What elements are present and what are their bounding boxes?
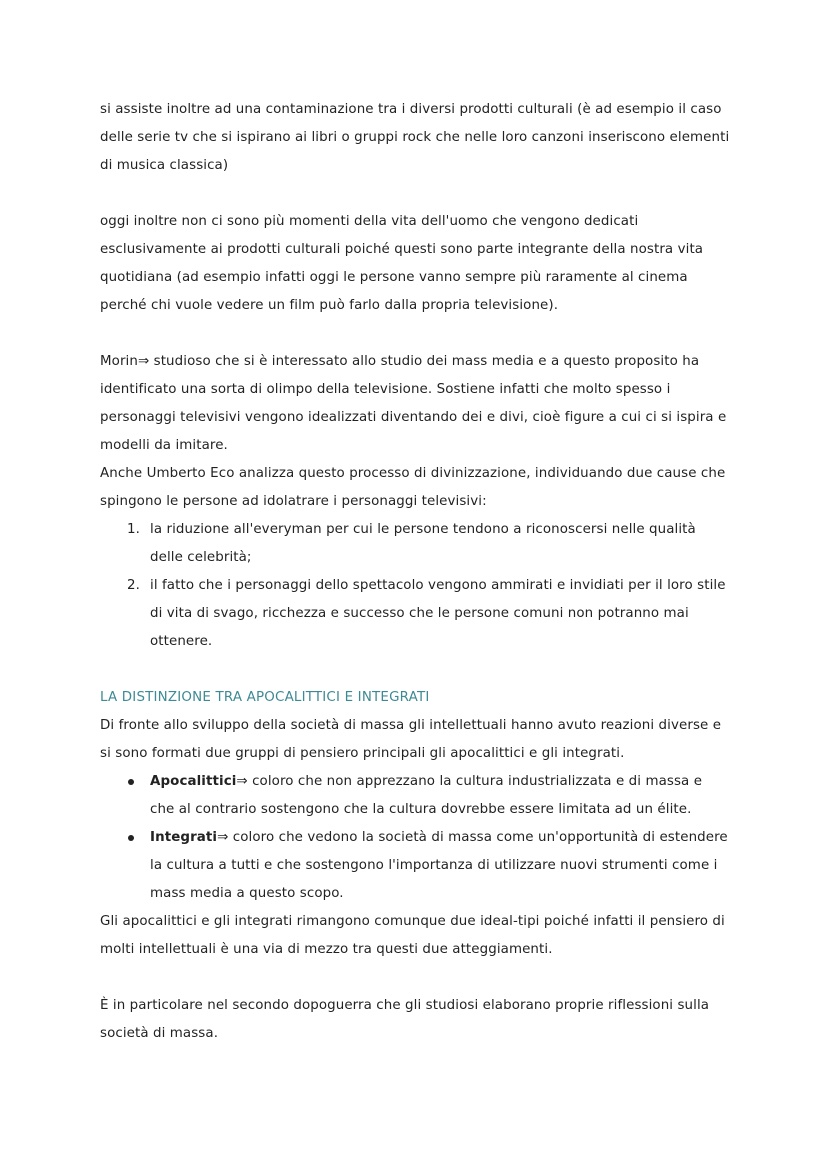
spacer — [100, 320, 730, 348]
section-heading: LA DISTINZIONE TRA APOCALITTICI E INTEGRATI — [100, 690, 430, 705]
bullet-icon — [128, 835, 134, 841]
spacer — [100, 180, 730, 208]
list-number: 2. — [127, 578, 140, 593]
section-intro: Di fronte allo sviluppo della società di massa gli intellettuali hanno avuto reazioni diverse e si sono formati due gruppi di pensiero principali gli apocalittici e gli integrati. — [100, 718, 722, 761]
bullet-icon — [128, 779, 134, 785]
list-item — [100, 824, 730, 908]
paragraph-dopoguerra: È in particolare nel secondo dopoguerra che gli studiosi elaborano proprie riflessioni sulla società di massa. — [100, 998, 710, 1041]
list-item-text: il fatto che i personaggi dello spettacolo vengono ammirati e invidiati per il loro stile di vita di svago, ricchezza e successo che le persone comuni non potranno mai ottenere. — [150, 578, 726, 649]
term-apocalittici: Apocalittici — [150, 774, 237, 789]
causes-list — [100, 516, 730, 656]
paragraph-prodotti-culturali: oggi inoltre non ci sono più momenti della vita dell'uomo che vengono dedicati esclusivamente ai prodotti culturali poiché questi sono parte integrante della nostra vita quotidiana (ad esempio infatti oggi le persone vanno sempre più raramente al cinema perché chi vuole vedere un film può farlo dalla propria televisione). — [100, 214, 704, 313]
term-integrati: Integrati — [150, 830, 218, 845]
spacer — [100, 964, 730, 992]
document-body — [100, 96, 730, 1048]
list-number: 1. — [127, 522, 140, 537]
paragraph-conclusion: Gli apocalittici e gli integrati rimangono comunque due ideal-tipi poiché infatti il pensiero di molti intellettuali è una via di mezzo tra questi due atteggiamenti. — [100, 914, 725, 957]
paragraph-morin: Morin⇒ studioso che si è interessato allo studio dei mass media e a questo proposito ha identificato una sorta di olimpo della televisione. Sostiene infatti che molto spesso i personaggi televisivi vengono idealizzati diventando dei e divi, cioè figure a cui ci si ispira e modelli da imitare. — [100, 354, 727, 453]
list-item-text: ⇒ coloro che non apprezzano la cultura industrializzata e di massa e che al contrario sostengono che la cultura dovrebbe essere limitata ad un élite. — [150, 774, 703, 817]
groups-list — [100, 768, 730, 908]
list-item — [100, 768, 730, 824]
list-item — [100, 516, 730, 572]
list-item-text: ⇒ coloro che vedono la società di massa come un'opportunità di estendere la cultura a tutti e che sostengono l'importanza di utilizzare nuovi strumenti come i mass media a questo scopo. — [150, 830, 728, 901]
list-item-text: la riduzione all'everyman per cui le persone tendono a riconoscersi nelle qualità delle celebrità; — [150, 522, 696, 565]
paragraph-contaminazione: si assiste inoltre ad una contaminazione tra i diversi prodotti culturali (è ad esempio il caso delle serie tv che si ispirano ai libri o gruppi rock che nelle loro canzoni inseriscono elementi di musica classica) — [100, 102, 730, 173]
list-item — [100, 572, 730, 656]
paragraph-eco: Anche Umberto Eco analizza questo processo di divinizzazione, individuando due cause che spingono le persone ad idolatrare i personaggi televisivi: — [100, 466, 726, 509]
spacer — [100, 656, 730, 684]
